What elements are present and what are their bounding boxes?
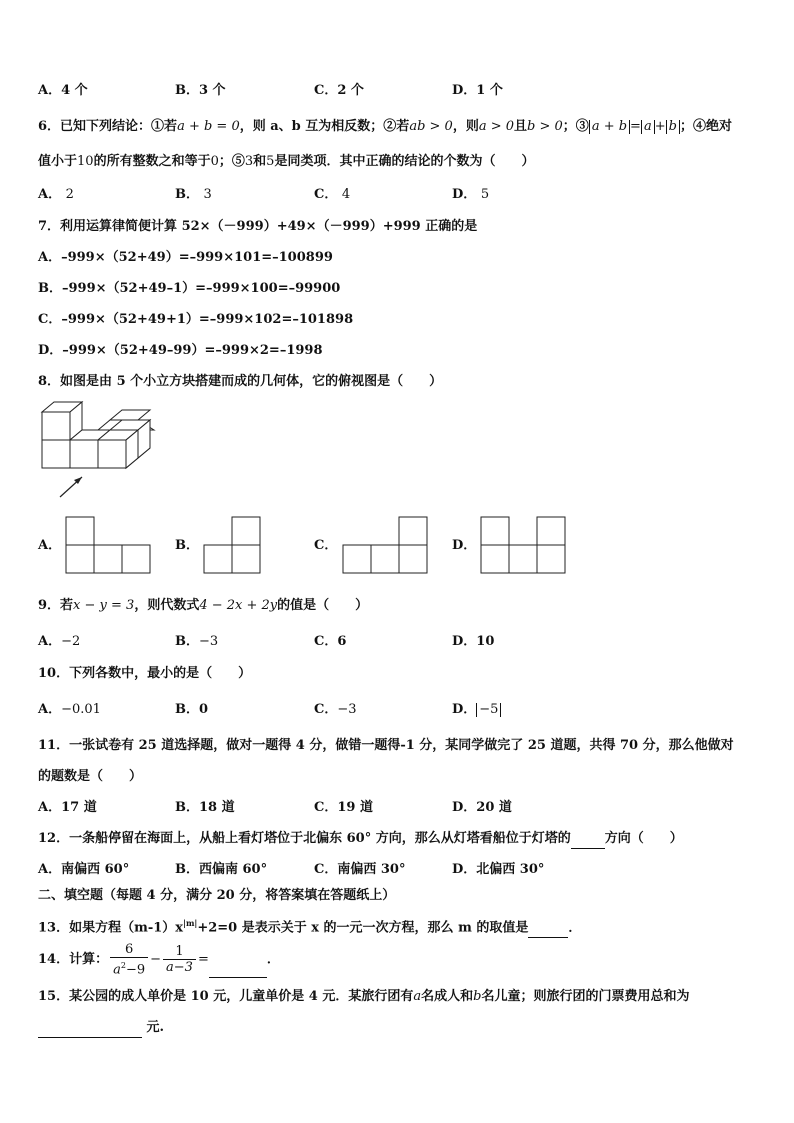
- q8-option-b-label: B．: [175, 538, 199, 553]
- q13-stem: 13．如果方程$(m-1)x^{|m|}+2=0$ 是表示关于 x 的一元一次方程，那么 m 的取值是 ．: [38, 914, 758, 938]
- q6-option-b: B． 3: [175, 187, 212, 202]
- q7-option-b: B．–999×（52+49–1）=–999×100=–99900: [38, 281, 341, 296]
- q11-option-b: B．18 道: [175, 800, 235, 815]
- q6-option-c: C． 4: [314, 187, 351, 202]
- q9-option-a: A．−2: [38, 634, 81, 649]
- q6-option-a: A． 2: [38, 187, 74, 202]
- q12-option-a: A．南偏西 60°: [38, 862, 130, 877]
- q14-answer-blank[interactable]: [209, 943, 267, 978]
- q10-options: [38, 701, 758, 719]
- q12-option-b: B．西偏南 60°: [175, 862, 268, 877]
- q6-stem-line1: 6．已知下列结论：①若a + b = 0，则 a、b 互为相反数；②若ab > 0，则a > 0且b > 0；③ a + b = a + b ；④绝对: [38, 119, 732, 134]
- q7-option-d: D．–999×（52+49–99）=–999×2=–1998: [38, 343, 323, 358]
- q9-option-c: C．6: [314, 634, 347, 649]
- q12-stem: 12．一条船停留在海面上，从船上看灯塔位于北偏东 60° 方向，那么从灯塔看船位于灯塔的 方向（ ）: [38, 830, 758, 849]
- q13-answer-blank[interactable]: [528, 919, 568, 938]
- q5-option-a: A．4 个: [38, 83, 88, 98]
- q14-fraction-1: $\frac{6}{a^2-9}$: [110, 942, 148, 977]
- q10-option-c: C．−3: [314, 702, 357, 717]
- q8-stem: 8．如图是由 5 个小立方块搭建而成的几何体，它的俯视图是（ ）: [38, 374, 443, 389]
- q11-option-a: A．17 道: [38, 800, 97, 815]
- q9-option-d: D．10: [452, 634, 495, 649]
- q6-option-d: D． 5: [452, 187, 490, 202]
- q5-option-b: B．3 个: [175, 83, 226, 98]
- q9-stem: 9．若x − y = 3，则代数式4 − 2x + 2y的值是（ ）: [38, 598, 369, 613]
- q8-figure-d: [481, 517, 565, 573]
- q9-option-b: B．−3: [175, 634, 219, 649]
- q11-options: [38, 799, 758, 817]
- q8-option-d-label: D．: [452, 538, 477, 553]
- q8-figure-b: [204, 517, 260, 573]
- q12-option-d: D．北偏西 30°: [452, 862, 545, 877]
- q10-option-b: B．0: [175, 702, 209, 717]
- q10-stem: 10．下列各数中，最小的是（ ）: [38, 666, 252, 681]
- q14-stem: 14．计算： $\frac{6}{a^2-9}$ − $\frac{1}{a-3}$ = ．: [38, 942, 280, 978]
- q7-option-a: A．–999×（52+49）=–999×101=–100899: [38, 250, 333, 265]
- q8-option-a-label: A．: [38, 538, 62, 553]
- q11-stem-line1: 11．一张试卷有 25 道选择题，做对一题得 4 分，做错一题得-1 分，某同学做完了 25 道题，共得 70 分，那么他做对: [38, 738, 734, 753]
- q9-options: [38, 633, 758, 651]
- q11-stem-line2: 的题数是（ ）: [38, 769, 143, 784]
- q12-option-c: C．南偏西 30°: [314, 862, 406, 877]
- q10-option-d: D． −5: [452, 701, 501, 719]
- q5-option-c: C．2 个: [314, 83, 364, 98]
- q8-option-c-label: C．: [314, 538, 338, 553]
- q7-option-c: C．–999×（52+49+1）=–999×102=–101898: [38, 312, 354, 327]
- q14-fraction-2: $\frac{1}{a-3}$: [163, 944, 196, 975]
- q10-option-a: A．−0.01: [38, 702, 101, 717]
- q11-option-c: C．19 道: [314, 800, 373, 815]
- section-2-heading: 二、填空题（每题 4 分，满分 20 分，将答案填在答题纸上）: [38, 888, 396, 903]
- q5-option-d: D．1 个: [452, 83, 503, 98]
- q11-option-d: D．20 道: [452, 800, 512, 815]
- q6-stem-line2: 值小于10的所有整数之和等于0；⑤3和5是同类项．其中正确的结论的个数为（ ）: [38, 154, 535, 169]
- q15-stem-line2: 元.: [38, 1019, 758, 1038]
- q12-answer-blank[interactable]: [571, 830, 605, 849]
- q8-figure-a: [66, 517, 150, 573]
- q15-stem-line1: 15．某公园的成人单价是 10 元，儿童单价是 4 元．某旅行团有a名成人和b名儿童；则旅行团的门票费用总和为: [38, 989, 690, 1004]
- q7-stem: 7．利用运算律简便计算 52×（－999）+49×（－999）+999 正确的是: [38, 219, 478, 234]
- q8-figure-c: [343, 517, 427, 573]
- q12-options: [38, 861, 758, 879]
- q15-answer-blank[interactable]: [38, 1019, 142, 1038]
